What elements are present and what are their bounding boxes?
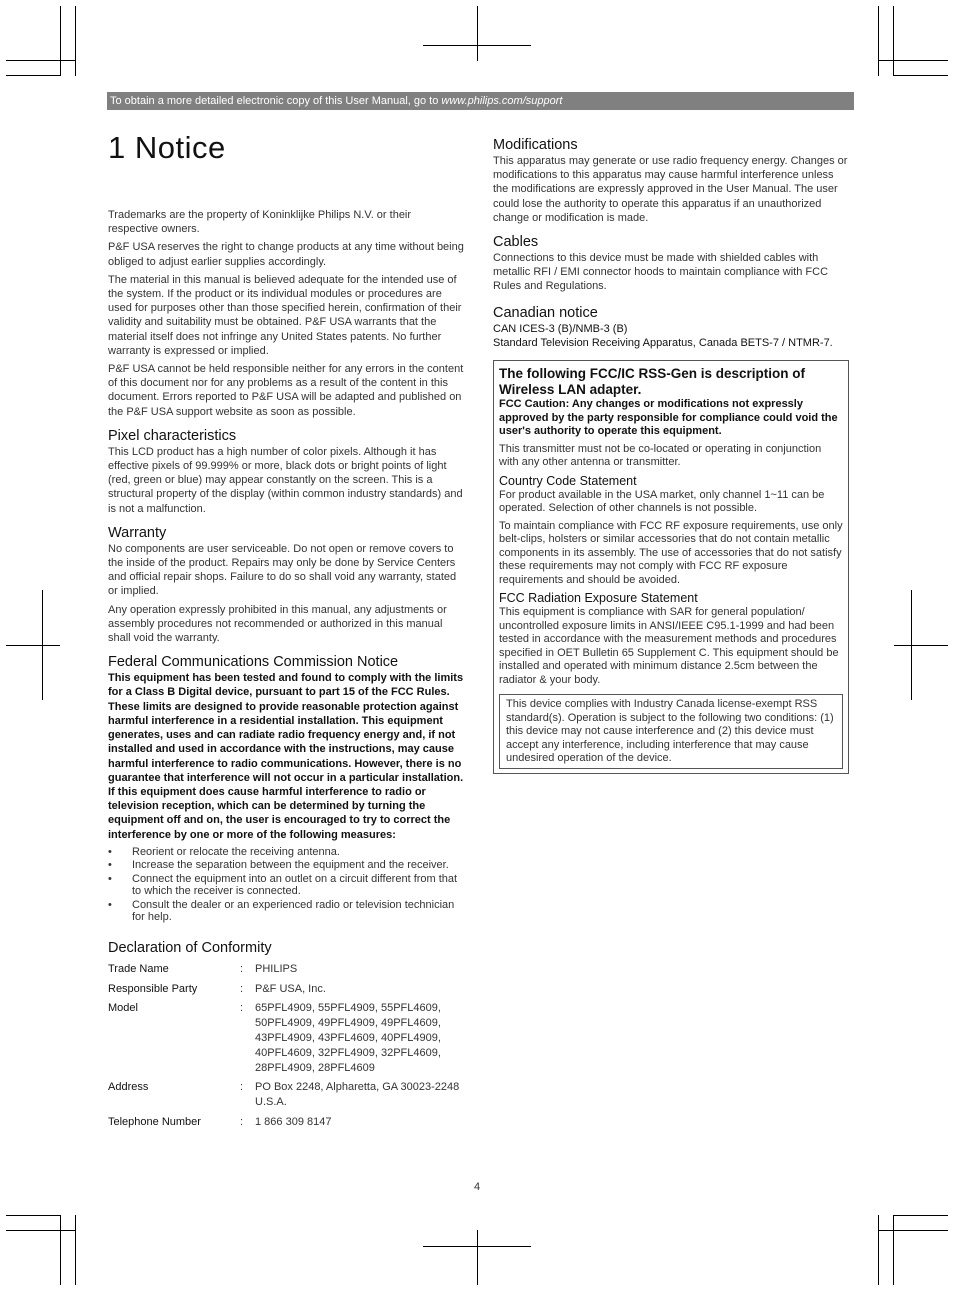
conformity-value: 65PFL4909, 55PFL4909, 55PFL4609, 50PFL4909, 49PFL4909, 49PFL4609, 43PFL4909, 43PFL4609, 40PFL4909, 40PFL4609, 32PFL4909, 32PFL4609, 28PFL4909, 28PFL4609 xyxy=(255,1002,441,1074)
conformity-label: Address xyxy=(108,1081,149,1094)
canadian-heading: Canadian notice xyxy=(493,304,598,321)
pixel-text: This LCD product has a high number of color pixels. Although it has effective pixels of 99.999% or more, black dots or bright points of light (red, green or blue) may appear constantly on the screen. This is a structural property of the display (within common industry standards) and is not a malfunction. xyxy=(108,445,463,515)
warranty-text: No components are user serviceable. Do not open or remove covers to the inside of the product. Repairs may only be done by Service Centers and official repair shops. Failure to do so shall void any warranty, stated or implied. xyxy=(108,542,457,598)
page-title: 1 Notice xyxy=(108,130,226,165)
radiation-text: This equipment is compliance with SAR for general population/ uncontrolled exposure limits in ANSI/IEEE C95.1-1999 and had been tested in accordance with the measurement methods and procedures specified in OET Bulletin 65 Supplement C. This equipment should be installed and operated with minimum distance 2.5cm between the radiator & your body. xyxy=(499,606,839,686)
left-column xyxy=(108,130,464,1135)
cables-heading: Cables xyxy=(493,234,539,251)
right-column xyxy=(493,130,849,774)
modifications-text: This apparatus may generate or use radio frequency energy. Changes or modifications to this apparatus may cause harmful interference unless the modifications are expressly approved in the User Manual. The user could lose the authority to operate this apparatus if an unauthorized change or modification is made. xyxy=(493,155,848,224)
canadian-line1: CAN ICES-3 (B)/NMB-3 (B) xyxy=(493,322,628,335)
intro-paragraph: Trademarks are the property of Koninklijke Philips N.V. or their respective owners. xyxy=(108,209,412,236)
ic-text: This device complies with Industry Canada license-exempt RSS standard(s). Operation is subject to the following two conditions: (1) this device may not cause interference and (2) this device must accept any interference, including interference that may cause undesired operation of the device. xyxy=(506,698,834,765)
list-item: • Reorient or relocate the receiving antenna. xyxy=(108,846,464,859)
conformity-separator: : xyxy=(240,1081,244,1094)
conformity-separator: : xyxy=(240,982,244,995)
table-row xyxy=(108,982,470,1002)
conformity-table xyxy=(108,962,470,1135)
conformity-separator: : xyxy=(240,962,244,975)
top-banner xyxy=(107,92,854,110)
warranty-heading: Warranty xyxy=(108,524,167,541)
country-code-text: For product available in the USA market, only channel 1~11 can be operated. Selection of other channels is not possible. xyxy=(499,488,825,515)
table-row xyxy=(108,1080,470,1115)
banner-text: To obtain a more detailed electronic copy of this User Manual, go to xyxy=(110,95,442,107)
table-row xyxy=(108,1115,470,1135)
fcc-caution-text: FCC Caution: Any changes or modifications not expressly approved by the party responsible for compliance could void the user's authority to operate this equipment. xyxy=(499,398,838,438)
page-number: 4 xyxy=(473,1181,481,1193)
country-code-heading: Country Code Statement xyxy=(499,473,637,488)
conformity-separator: : xyxy=(240,1002,244,1015)
fcc-measures-list xyxy=(108,846,464,924)
fcc-heading: Federal Communications Commission Notice xyxy=(108,654,399,671)
list-item: • Connect the equipment into an outlet on a circuit different from that to which the receiver is connected. xyxy=(108,873,464,898)
conformity-label: Trade Name xyxy=(108,962,169,975)
conformity-label: Model xyxy=(108,1002,138,1015)
conformity-value: 1 866 309 8147 xyxy=(255,1115,332,1128)
pixel-heading: Pixel characteristics xyxy=(108,427,237,444)
table-row xyxy=(108,1001,470,1080)
warranty-text: Any operation expressly prohibited in this manual, any adjustments or assembly procedures not recommended or authorized in this manual shall void the warranty. xyxy=(108,603,447,645)
conformity-value: PHILIPS xyxy=(255,962,298,975)
table-row xyxy=(108,962,470,982)
intro-paragraph: The material in this manual is believed adequate for the intended use of the system. If the product or its individual modules or procedures are used for purposes other than those specified herein, confirmation of their validity and suitability must be obtained. P&F USA warrants that the material itself does not infringe any United States patents. No further warranty is expressed or implied. xyxy=(108,273,462,357)
list-item: • Increase the separation between the equipment and the receiver. xyxy=(108,859,464,872)
wlan-title: The following FCC/IC RSS-Gen is description of Wireless LAN adapter. xyxy=(499,366,806,398)
conformity-heading: Declaration of Conformity xyxy=(108,939,272,956)
conformity-value: P&F USA, Inc. xyxy=(255,982,326,995)
fcc-text: This equipment has been tested and found to comply with the limits for a Class B Digital device, pursuant to part 15 of the FCC Rules. These limits are designed to provide reasonable protection against harmful interference in a residential installation. This equipment generates, uses and can radiate radio frequency energy and, if not installed and used in accordance with the instructions, may cause harmful interference to radio communications. However, there is no guarantee that interference will not occur in a particular installation. If this equipment does cause harmful interference to radio or television reception, which can be determined by turning the equipment off and on, the user is encouraged to try to correct the interference by one or more of the following measures: xyxy=(108,672,464,841)
conformity-value: PO Box 2248, Alpharetta, GA 30023-2248 U.S.A. xyxy=(255,1081,460,1109)
list-item: • Consult the dealer or an experienced radio or television technician for help. xyxy=(108,899,464,924)
conformity-label: Telephone Number xyxy=(108,1115,201,1128)
cables-text: Connections to this device must be made with shielded cables with metallic RFI / EMI connector hoods to maintain compliance with FCC Rules and Regulations. xyxy=(493,252,829,293)
radiation-heading: FCC Radiation Exposure Statement xyxy=(499,591,698,606)
modifications-heading: Modifications xyxy=(493,137,578,153)
intro-paragraph: P&F USA cannot be held responsible neither for any errors in the content of this document nor for any problems as a result of the content in this document. Errors reported to P&F USA will be adapted and published on the P&F USA support website as soon as possible. xyxy=(108,363,464,418)
conformity-separator: : xyxy=(240,1115,244,1128)
intro-paragraph: P&F USA reserves the right to change products at any time without being obliged to adjust earlier supplies accordingly. xyxy=(108,241,464,268)
colocation-text: This transmitter must not be co-located or operating in conjunction with any other antenna or transmitter. xyxy=(499,442,822,469)
conformity-label: Responsible Party xyxy=(108,982,198,995)
rf-exposure-text: To maintain compliance with FCC RF exposure requirements, use only belt-clips, holsters or similar accessories that do not contain metallic components in its assembly. The use of accessories that do not satisfy these requirements may not comply with FCC RF exposure requirements and should be avoided. xyxy=(499,519,843,586)
industry-canada-box xyxy=(499,694,843,769)
wlan-notice-box xyxy=(493,360,849,774)
canadian-line2: Standard Television Receiving Apparatus, Canada BETS-7 / NTMR-7. xyxy=(493,336,833,349)
support-url-link[interactable]: www.philips.com/support xyxy=(441,95,563,107)
